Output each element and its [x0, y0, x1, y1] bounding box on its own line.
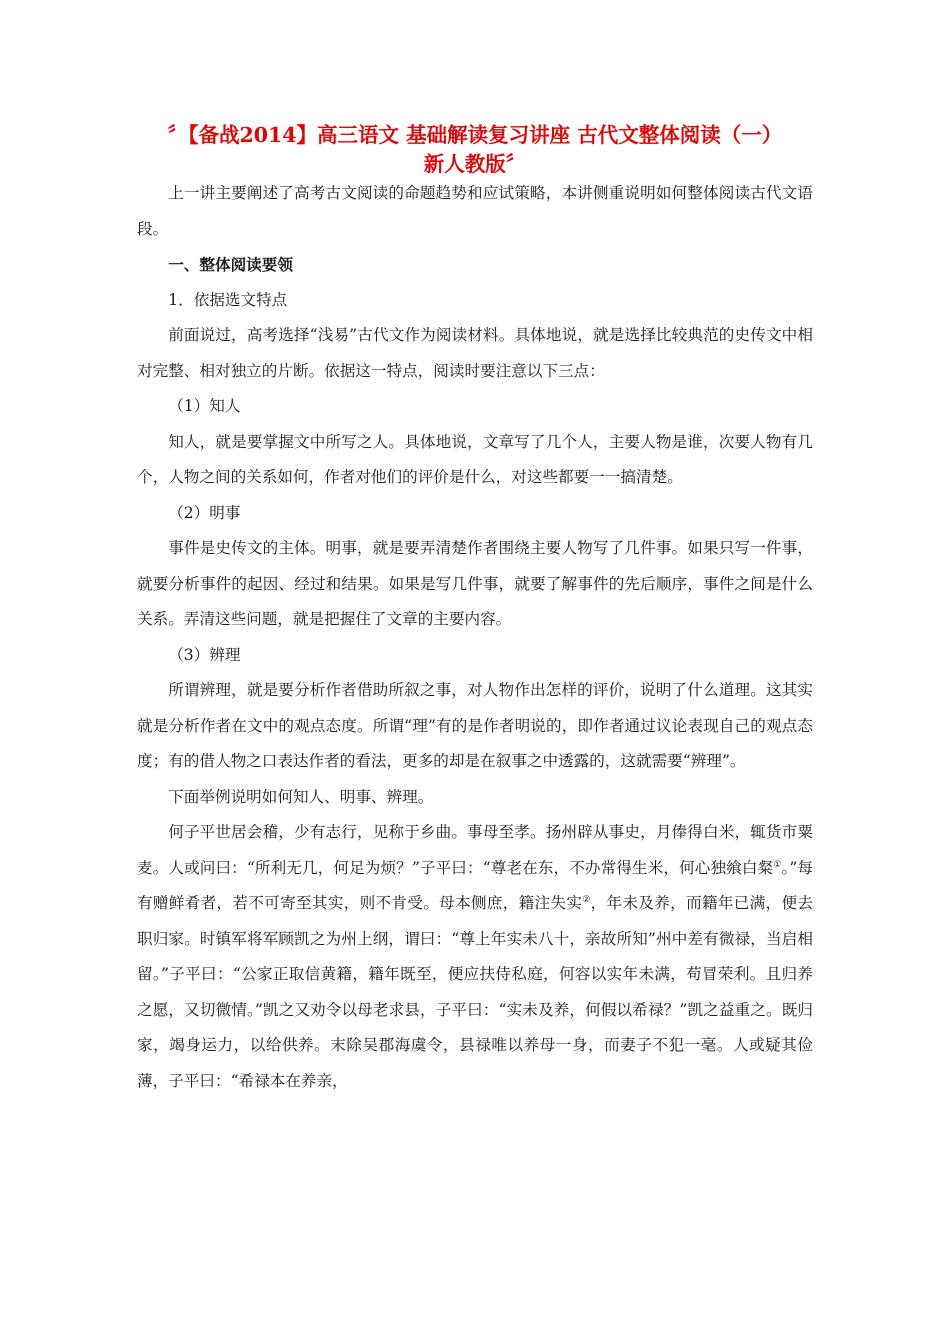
body-paragraph: 事件是史传文的主体。明事，就是要弄清楚作者围绕主要人物写了几件事。如果只写一件事，就要分析事件的起因、经过和结果。如果是写几件事，就要了解事件的先后顺序，事件之间是什么关系。弄清这些问题，就是把握住了文章的主要内容。: [137, 539, 813, 628]
passage-text: 。”每有赠鲜肴者，若不可寄至其实，则不肯受。母本侧庶，籍注失实: [137, 858, 813, 912]
passage-text: 何子平世居会稽，少有志行，见称于乡曲。事母至孝。扬州辟从事史，月俸得白米，辄货市粟麦。人或问曰：“所利无几，何足为烦？”子平曰：“尊老在东，不办常得生米，何心独飨白粲: [137, 823, 813, 877]
point-heading-mingshi: （2）明事: [168, 503, 241, 522]
footnote-marker: ①: [773, 859, 782, 870]
classical-passage: [137, 815, 813, 1099]
footnote-marker: ②: [582, 894, 591, 905]
body-paragraph: 所谓辨理，就是要分析作者借助所叙之事，对人物作出怎样的评价，说明了什么道理。这其实就是分析作者在文中的观点态度。所谓“理”有的是作者明说的，即作者通过议论表现自己的观点态度；有的借人物之口表达作者的看法，更多的却是在叙事之中透露的，这就需要“辨理”。: [137, 681, 813, 770]
body-paragraph: 知人，就是要掌握文中所写之人。具体地说，文章写了几个人，主要人物是谁，次要人物有几个，人物之间的关系如何，作者对他们的评价是什么，对这些都要一一搞清楚。: [137, 432, 813, 486]
point-heading-bianli: （3）辨理: [168, 645, 241, 664]
document-title-line-2: 新人教版〞: [423, 152, 527, 176]
section-heading: 一、整体阅读要领: [168, 255, 293, 274]
passage-text: ，年未及养，而籍年已满，便去职归家。时镇军将军顾凯之为州上纲，谓曰：“尊上年实未八十，亲故所知”州中差有微禄，当启相留。”子平曰：“公家正取信黄籍，籍年既至，便应扶侍私庭，何容以实年未满，苟冒荣利。且归养之愿，又切微情。”凯之又劝令以母老求县，子平曰：“实未及养，何假以希禄？”凯之益重之。既归家，竭身运力，以给供养。末除吴郡海虞令，县禄唯以养母一身，而妻子不犯一毫。人或疑其俭薄，子平曰：“希禄本在养亲，: [137, 894, 813, 1090]
subsection-heading: 1．依据选文特点: [168, 290, 288, 309]
intro-paragraph: 上一讲主要阐述了高考古文阅读的命题趋势和应试策略，本讲侧重说明如何整体阅读古代文语段。: [137, 184, 813, 238]
body-paragraph: 下面举例说明如何知人、明事、辨理。: [168, 787, 434, 806]
document-body: [137, 176, 813, 1099]
body-paragraph: 前面说过，高考选择“浅易”古代文作为阅读材料。具体地说，就是选择比较典范的史传文中相对完整、相对独立的片断。依据这一特点，阅读时要注意以下三点：: [137, 326, 813, 380]
point-heading-zhiren: （1）知人: [168, 397, 241, 415]
document-title-line-1: 〞【备战2014】高三语文 基础解读复习讲座 古代文整体阅读（一）: [167, 123, 783, 147]
